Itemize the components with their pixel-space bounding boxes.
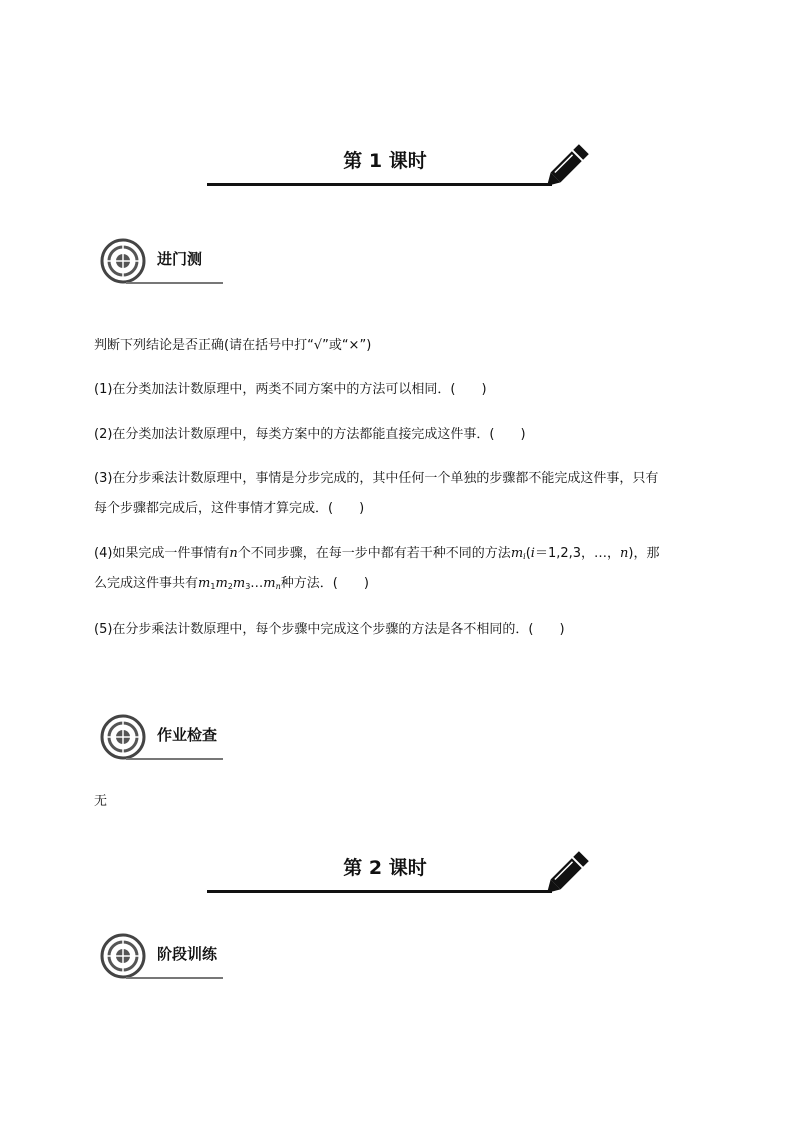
pencil-icon (544, 845, 594, 897)
quiz-item-4 (94, 539, 704, 599)
quiz-item-3-line-2: 每个步骤都完成后，这件事情才算完成．( ) (94, 501, 365, 516)
section-underline (126, 282, 223, 284)
target-icon (100, 714, 146, 760)
quiz-item-1: (1)在分类加法计数原理中，两类不同方案中的方法可以相同．( ) (94, 382, 487, 397)
section-title: 作业检查 (157, 726, 218, 744)
pencil-icon (544, 138, 594, 190)
target-icon (100, 238, 146, 284)
section-underline (126, 758, 223, 760)
quiz-item-3 (94, 464, 704, 524)
section-title: 进门测 (157, 250, 203, 268)
section-underline (126, 977, 223, 979)
section-stage-training (100, 933, 225, 979)
target-icon (100, 933, 146, 979)
homework-text: 无 (94, 794, 108, 809)
quiz-item-4-line-1: (4)如果完成一件事情有n个不同步骤，在每一步中都有若干种不同的方法$m_i(i=1,2,3$，…，n)，那 (94, 546, 660, 561)
quiz-item-3-line-1: (3)在分步乘法计数原理中，事情是分步完成的，其中任何一个单独的步骤都不能完成这件事，只有 (94, 471, 659, 486)
quiz-item-4-line-2: 么完成这件事共有$m_1m_2m_3\dots m_n$种方法．( ) (94, 576, 369, 591)
lesson-header-1 (0, 138, 794, 208)
lesson-title: 第 2 课时 (343, 857, 427, 879)
lesson-header-2 (0, 845, 794, 915)
lesson-underline (207, 890, 552, 893)
quiz-item-2: (2)在分类加法计数原理中，每类方案中的方法都能直接完成这件事．( ) (94, 427, 526, 442)
lesson-title: 第 1 课时 (343, 150, 427, 172)
section-entry-test (100, 238, 225, 284)
lesson-underline (207, 183, 552, 186)
section-title: 阶段训练 (157, 945, 218, 963)
quiz-item-5: (5)在分步乘法计数原理中，每个步骤中完成这个步骤的方法是各不相同的．( ) (94, 622, 565, 637)
section-homework-check (100, 714, 225, 760)
quiz-intro: 判断下列结论是否正确(请在括号中打“√”或“×”) (94, 338, 372, 353)
